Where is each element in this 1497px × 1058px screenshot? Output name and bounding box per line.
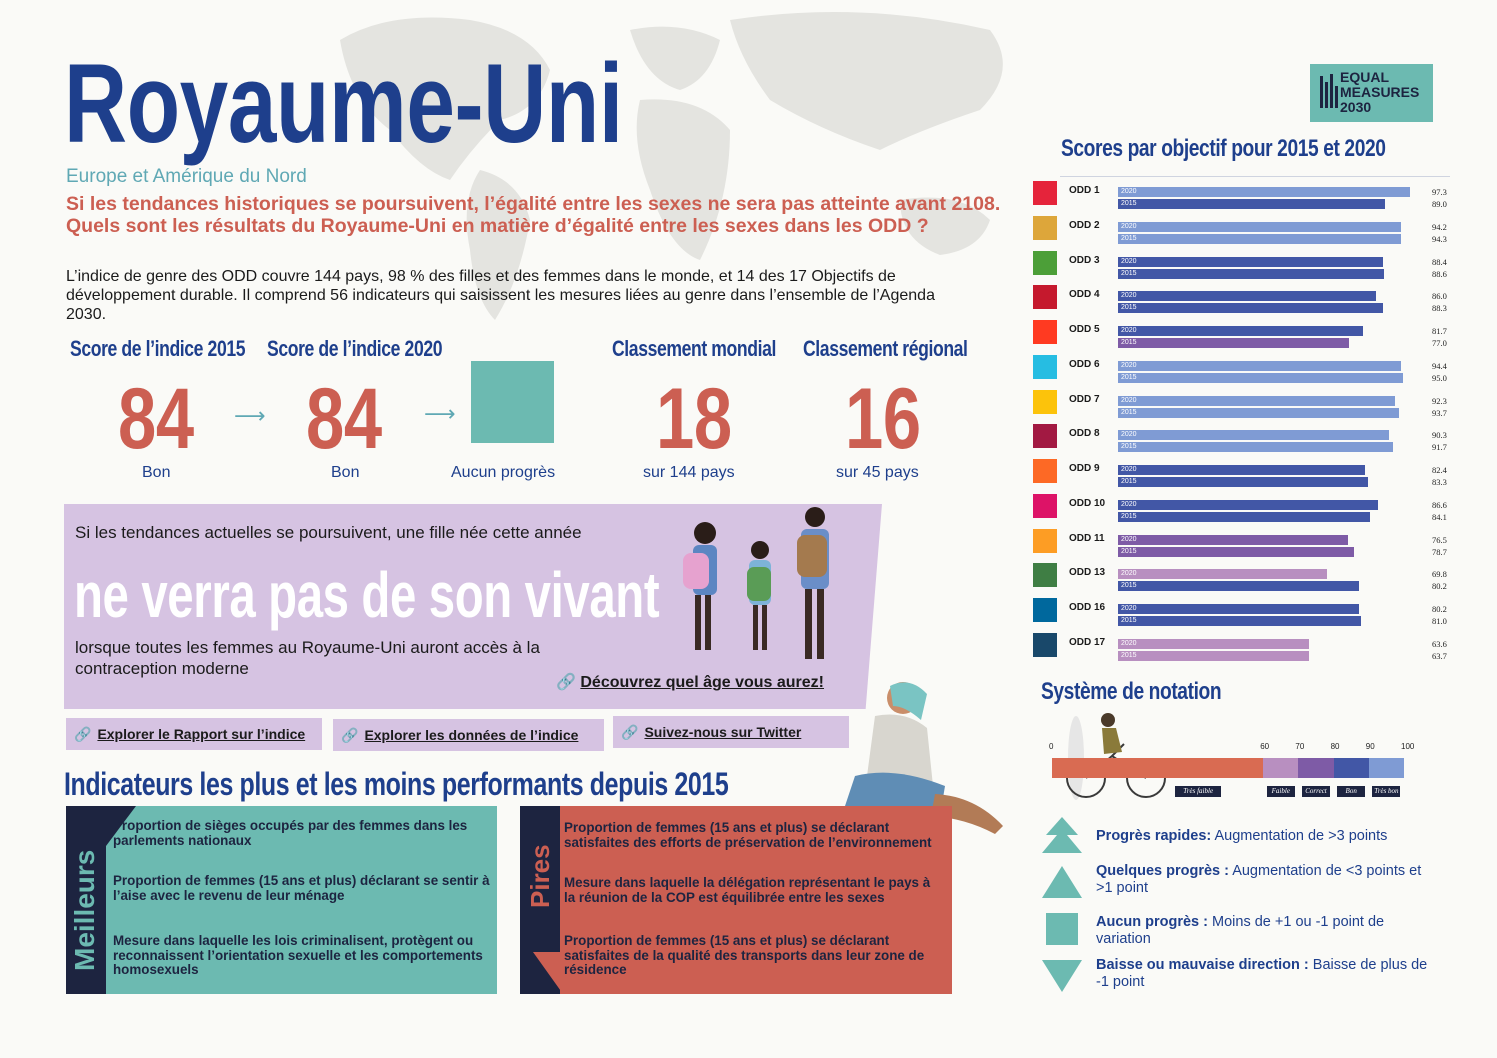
bar-year-label: 2015 (1121, 443, 1137, 451)
worst-indicator-1: Proportion de femmes (15 ans et plus) se déclarant satisfaites des efforts de préservation de l’environnement (564, 820, 932, 850)
score-bar-2015 (1118, 199, 1385, 209)
score-bar-2015 (1118, 303, 1383, 313)
score-2015-rating: Bon (142, 464, 171, 481)
score-bar-2020 (1118, 396, 1395, 406)
score-bar-2015 (1118, 408, 1399, 418)
world-rank-sub: sur 144 pays (643, 464, 735, 481)
bar-value-label: 63.6 (1432, 638, 1447, 649)
triangle-down-icon (1042, 958, 1082, 994)
rating-band (1334, 758, 1369, 778)
bar-year-label: 2015 (1121, 200, 1137, 207)
bar-value-label: 83.3 (1432, 477, 1447, 487)
bar-value-label: 78.7 (1432, 546, 1447, 557)
callout-detail: lorsque toutes les femmes au Royaume-Uni auront accès à la contraception moderne (75, 638, 540, 678)
logo-line-2: MEASURES (1340, 84, 1420, 100)
legend-rapid-title: Progrès rapides: (1096, 828, 1212, 844)
no-progress-square-icon (471, 361, 554, 443)
world-rank-label: Classement mondial (612, 336, 776, 361)
schoolgirls-illustration (675, 505, 850, 665)
regional-rank-label: Classement régional (803, 336, 968, 361)
scores-chart-title: Scores par objectif pour 2015 et 2020 (1061, 135, 1386, 162)
link-icon: 🔗 (556, 674, 576, 691)
bar-value-label: 97.3 (1432, 187, 1447, 197)
legend-decline (1096, 957, 1436, 991)
sdg-goal-icon (1033, 285, 1057, 309)
bar-year-label: 2020 (1121, 257, 1137, 265)
page-title: Royaume-Uni (64, 41, 623, 166)
bar-value-label: 88.6 (1432, 268, 1447, 279)
worst-indicators-panel (520, 806, 952, 994)
bar-year-label: 2020 (1121, 605, 1137, 612)
sdg-goal-label: ODD 8 (1069, 428, 1100, 440)
score-bar-2020 (1118, 361, 1401, 371)
arrow-right-icon: ⟶ (234, 404, 266, 429)
rating-band-label: Très bon (1374, 787, 1399, 795)
score-2015-value: 84 (118, 371, 194, 467)
headline-question: Si les tendances historiques se poursuivent, l’égalité entre les sexes ne sera pas atteinte avant 2108. Quels sont les résultats du Royaume-Uni en matière d’égalité entre les sexes dans les ODD ? (66, 193, 1001, 237)
sdg-goal-icon (1033, 424, 1057, 448)
bar-value-label: 80.2 (1432, 604, 1447, 614)
logo-line-1: EQUAL (1340, 69, 1389, 85)
rating-band-label: Bon (1337, 786, 1365, 797)
score-bar-2020 (1118, 569, 1327, 579)
bar-year-label: 2015 (1121, 304, 1137, 312)
bar-value-label: 86.6 (1432, 499, 1447, 510)
bar-value-label: 82.4 (1432, 465, 1447, 475)
score-bar-2020 (1118, 222, 1401, 232)
sdg-goal-icon (1033, 251, 1057, 275)
legend-no-progress (1096, 914, 1436, 948)
score-2020-rating: Bon (331, 464, 360, 481)
score-bar-2020 (1118, 430, 1389, 440)
sdg-goal-icon (1033, 459, 1057, 483)
bar-year-label: 2020 (1121, 639, 1137, 647)
explore-data-button[interactable] (333, 719, 604, 751)
explore-report-label: Explorer le Rapport sur l’indice (97, 726, 306, 742)
bar-year-label: 2020 (1121, 361, 1137, 369)
bar-value-label: 93.7 (1432, 407, 1447, 418)
link-icon: 🔗 (74, 725, 92, 742)
sdg-goal-label: ODD 16 (1069, 602, 1106, 613)
rating-band (1298, 758, 1333, 778)
bar-value-label: 86.0 (1432, 291, 1447, 302)
bar-year-label: 2020 (1121, 535, 1137, 543)
sdg-goal-icon (1033, 563, 1057, 587)
bar-value-label: 80.2 (1432, 581, 1447, 592)
bar-value-label: 63.7 (1432, 650, 1447, 661)
intro-paragraph: L’indice de genre des ODD couvre 144 pays, 98 % des filles et des femmes dans le monde, et 14 des 17 Objectifs de développement durable. Il comprend 56 indicateurs qui saisissent les mesures liées au genre dans l’ensemble de l’Agenda 2030. (66, 268, 935, 323)
bar-year-label: 2020 (1121, 292, 1137, 300)
sdg-goal-label: ODD 13 (1069, 567, 1106, 579)
bar-value-label: 90.3 (1432, 430, 1447, 441)
legend-decline-title: Baisse ou mauvaise direction : (1096, 957, 1309, 973)
rating-band (1052, 758, 1263, 778)
legend-none-desc: Moins de +1 ou -1 point de variation (1096, 914, 1385, 947)
sdg-goal-icon (1033, 529, 1057, 553)
bar-year-label: 2015 (1121, 269, 1137, 277)
score-bar-2015 (1118, 581, 1359, 591)
bar-year-label: 2015 (1121, 373, 1137, 381)
rating-band-label: Très faible (1175, 786, 1221, 797)
score-2015-label: Score de l’indice 2015 (70, 336, 246, 361)
bar-year-label: 2020 (1121, 466, 1137, 473)
score-bar-2015 (1118, 616, 1361, 626)
worst-corner-triangle (533, 952, 563, 994)
callout-intro: Si les tendances actuelles se poursuivent, une fille née cette année (75, 523, 582, 542)
score-2020-label: Score de l’indice 2020 (267, 336, 443, 361)
bar-value-label: 77.0 (1432, 338, 1447, 348)
bar-year-label: 2015 (1121, 651, 1137, 659)
bar-year-label: 2020 (1121, 500, 1137, 508)
region-subtitle: Europe et Amérique du Nord (66, 166, 307, 187)
score-bar-2015 (1118, 234, 1401, 244)
worst-indicator-2: Mesure dans laquelle la délégation représentant le pays à la réunion de la COP est équilibrée entre les sexes (564, 875, 931, 905)
progress-status: Aucun progrès (451, 464, 556, 481)
bar-year-label: 2015 (1121, 547, 1137, 555)
bar-year-label: 2015 (1121, 234, 1137, 242)
callout-headline: ne verra pas de son vivant (74, 559, 660, 631)
score-bar-2020 (1118, 257, 1383, 267)
best-label: Meilleurs (69, 849, 100, 971)
sdg-goal-label: ODD 9 (1069, 463, 1100, 474)
score-bar-2015 (1118, 269, 1384, 279)
bar-year-label: 2015 (1121, 478, 1137, 485)
bar-value-label: 94.3 (1432, 233, 1447, 244)
score-bar-2015 (1118, 442, 1393, 452)
discover-age-link[interactable] (556, 672, 824, 692)
sdg-goal-icon (1033, 390, 1057, 414)
bar-value-label: 95.0 (1432, 372, 1447, 383)
bar-year-label: 2015 (1121, 512, 1137, 520)
rating-tick-label: 90 (1365, 742, 1375, 751)
legend-some-progress (1096, 863, 1436, 897)
sdg-goal-label: ODD 1 (1069, 185, 1100, 196)
sdg-goal-label: ODD 5 (1069, 324, 1100, 335)
bar-year-label: 2020 (1121, 570, 1137, 578)
rating-tick-label: 0 (1049, 742, 1054, 751)
sdg-goal-icon (1033, 320, 1057, 344)
score-bar-2020 (1118, 604, 1359, 614)
score-bar-2015 (1118, 651, 1309, 661)
bar-year-label: 2015 (1121, 339, 1137, 346)
bar-value-label: 81.7 (1432, 326, 1447, 336)
rating-band (1369, 758, 1404, 778)
regional-rank-value: 16 (845, 371, 921, 467)
sdg-goal-icon (1033, 633, 1057, 657)
bar-value-label: 81.0 (1432, 616, 1447, 626)
world-rank-value: 18 (656, 371, 732, 467)
rating-tick-label: 60 (1260, 742, 1270, 751)
sdg-goal-label: ODD 3 (1069, 254, 1100, 266)
bar-year-label: 2020 (1121, 431, 1137, 439)
best-indicator-3: Mesure dans laquelle les lois criminalisent, protègent ou reconnaissent l’orientation sexuelle et les comportements homosexuels (113, 933, 483, 977)
bar-year-label: 2020 (1121, 327, 1137, 334)
legend-rapid-progress (1096, 828, 1436, 845)
bar-value-label: 69.8 (1432, 569, 1447, 580)
link-icon: 🔗 (621, 723, 639, 740)
bar-year-label: 2020 (1121, 188, 1137, 195)
best-indicators-panel (66, 806, 497, 994)
arrow-right-icon: ⟶ (424, 402, 456, 427)
sdg-goal-label: ODD 2 (1069, 219, 1100, 231)
bar-value-label: 91.7 (1432, 442, 1447, 453)
bar-year-label: 2015 (1121, 582, 1137, 590)
bar-value-label: 76.5 (1432, 534, 1447, 545)
sdg-goal-icon (1033, 494, 1057, 518)
rating-system-title: Système de notation (1041, 678, 1222, 705)
legend-rapid-desc: Augmentation de >3 points (1214, 828, 1388, 844)
score-bar-2020 (1118, 500, 1378, 510)
indicators-title: Indicateurs les plus et les moins performants depuis 2015 (64, 766, 729, 802)
discover-age-link-text: Découvrez quel âge vous aurez! (580, 674, 825, 691)
score-bar-2020 (1118, 535, 1348, 545)
score-2020-value: 84 (306, 371, 382, 467)
rating-band (1263, 758, 1298, 778)
double-triangle-up-icon (1042, 817, 1082, 853)
twitter-follow-button[interactable] (613, 716, 849, 748)
bar-year-label: 2015 (1121, 617, 1137, 624)
bar-value-label: 88.3 (1432, 303, 1447, 314)
sdg-goal-icon (1033, 598, 1057, 622)
bar-value-label: 94.4 (1432, 360, 1447, 371)
score-bar-2015 (1118, 373, 1403, 383)
sdg-goal-label: ODD 17 (1069, 636, 1106, 648)
logo-bars-icon (1320, 72, 1340, 112)
worst-label: Pires (525, 844, 555, 908)
legend-decline-desc: Baisse de plus de -1 point (1096, 957, 1428, 990)
sdg-goal-icon (1033, 216, 1057, 240)
best-indicator-2: Proportion de femmes (15 ans et plus) déclarant se sentir à l’aise avec le revenu de leur ménage (113, 873, 490, 903)
link-icon: 🔗 (341, 726, 359, 743)
score-bar-2015 (1118, 477, 1368, 487)
score-bar-2020 (1118, 465, 1365, 475)
bar-year-label: 2015 (1121, 408, 1137, 416)
best-indicator-1: Proportion de sièges occupés par des femmes dans les parlements nationaux (113, 818, 468, 848)
rating-tick-label: 70 (1295, 742, 1305, 751)
legend-none-title: Aucun progrès : (1096, 914, 1208, 930)
bar-value-label: 84.1 (1432, 511, 1447, 522)
explore-data-label: Explorer les données de l’indice (364, 727, 579, 743)
bar-value-label: 92.3 (1432, 395, 1447, 406)
equal-measures-logo (1310, 64, 1433, 122)
sdg-goal-icon (1033, 181, 1057, 205)
bar-year-label: 2020 (1121, 222, 1137, 230)
sdg-goal-label: ODD 4 (1069, 289, 1100, 301)
score-bar-2020 (1118, 326, 1363, 336)
rating-band-label: Faible (1267, 786, 1295, 797)
twitter-follow-label: Suivez-nous sur Twitter (644, 724, 802, 740)
bar-value-label: 94.2 (1432, 221, 1447, 232)
bar-value-label: 88.4 (1432, 256, 1447, 267)
score-bar-2015 (1118, 338, 1349, 348)
rating-tick-label: 80 (1330, 742, 1340, 751)
score-bar-2015 (1118, 512, 1370, 522)
score-bar-2020 (1118, 639, 1309, 649)
score-bar-2020 (1118, 187, 1410, 197)
sdg-goal-label: ODD 11 (1069, 532, 1105, 544)
legend-some-title: Quelques progrès : (1096, 863, 1229, 879)
sdg-goal-label: ODD 10 (1069, 497, 1106, 509)
explore-report-button[interactable] (66, 718, 322, 750)
sdg-goal-label: ODD 6 (1069, 358, 1100, 370)
bar-year-label: 2020 (1121, 396, 1137, 404)
square-icon (1042, 911, 1082, 947)
bar-value-label: 89.0 (1432, 199, 1447, 209)
rating-band-label: Correct (1302, 786, 1330, 797)
worst-indicator-3: Proportion de femmes (15 ans et plus) se déclarant satisfaites de la qualité des transports dans leur zone de résidence (564, 933, 925, 977)
triangle-up-icon (1042, 864, 1082, 900)
sdg-goal-icon (1033, 355, 1057, 379)
score-bar-2020 (1118, 291, 1376, 301)
chart-divider (1060, 176, 1450, 177)
regional-rank-sub: sur 45 pays (836, 464, 919, 481)
legend-some-desc: Augmentation de <3 points et >1 point (1096, 863, 1422, 896)
sdg-goal-label: ODD 7 (1069, 393, 1100, 405)
rating-tick-label: 100 (1401, 742, 1415, 751)
logo-line-3: 2030 (1340, 99, 1372, 115)
score-bar-2015 (1118, 547, 1354, 557)
